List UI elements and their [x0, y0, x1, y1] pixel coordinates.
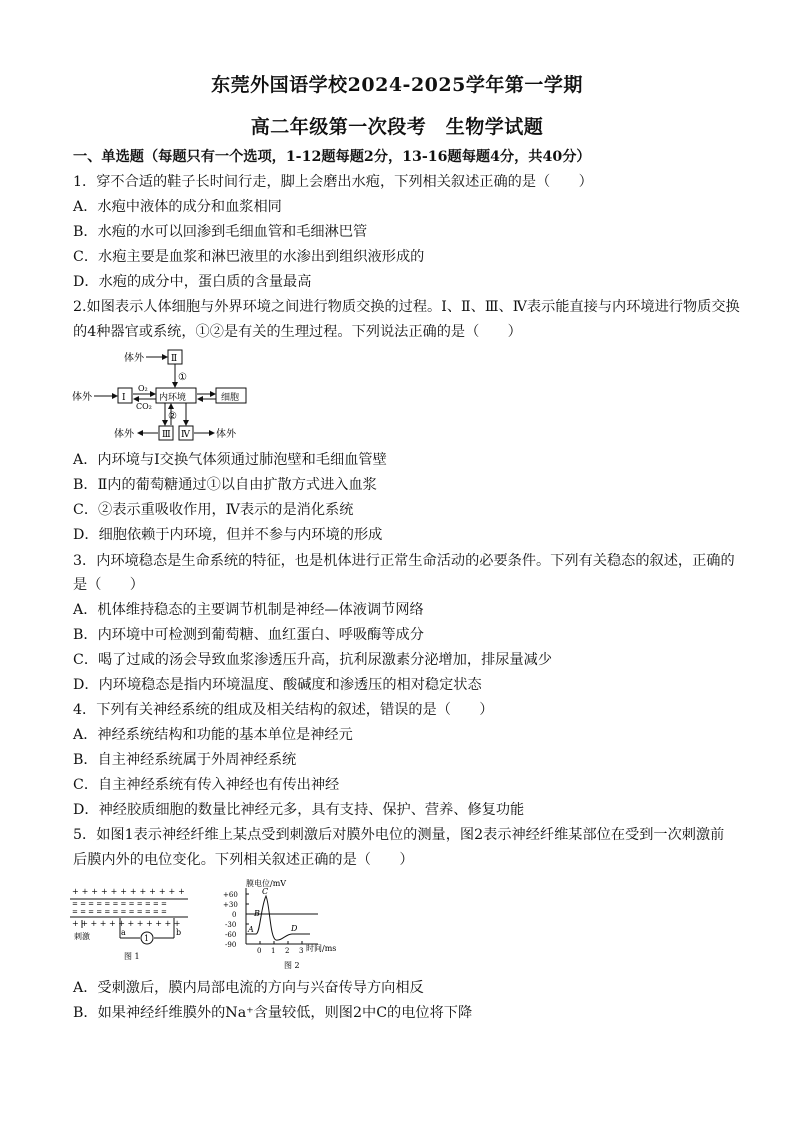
exam-subtitle: 高二年级第一次段考 生物学试题: [250, 116, 544, 138]
question-4-option-a: A．神经系统结构和功能的基本单位是神经元: [73, 727, 353, 743]
plus-row-top: + + + + + + + + + + + +: [72, 887, 186, 896]
question-4-option-d: D．神经胶质细胞的数量比神经元多，具有支持、保护、营养、修复功能: [73, 802, 525, 818]
question-2-stem-line1: 2.如图表示人体细胞与外界环境之间进行物质交换的过程。Ⅰ、Ⅱ、Ⅲ、Ⅳ表示能直接与内环境进行物质交换: [73, 299, 740, 315]
co2-label: CO₂: [136, 402, 152, 411]
internal-environment-label: 内环境: [159, 393, 187, 403]
xtick-0: 0: [257, 947, 262, 955]
exchange-diagram: [70, 345, 260, 445]
question-4-option-b: B．自主神经系统属于外周神经系统: [73, 752, 297, 768]
question-4-stem: 4．下列有关神经系统的组成及相关结构的叙述，错误的是（ ）: [73, 702, 494, 718]
question-5-option-b: B．如果神经纤维膜外的Na⁺含量较低，则图2中C的电位将下降: [73, 1005, 473, 1021]
question-1-option-b: B．水疱的水可以回渗到毛细血管和毛细淋巴管: [73, 224, 368, 240]
question-1-option-a: A．水疱中液体的成分和血浆相同: [73, 199, 282, 215]
cell-label: 细胞: [221, 393, 240, 403]
question-3-option-a: A．机体维持稳态的主要调节机制是神经—体液调节网络: [73, 602, 424, 618]
ytick-m30: -30: [225, 921, 237, 929]
question-3-stem-line1: 3．内环境稳态是生命系统的特征，也是机体进行正常生命活动的必要条件。下列有关稳态的叙述，正确的: [73, 553, 735, 569]
xtick-3: 3: [299, 947, 304, 955]
figure-2-caption: 图 2: [284, 961, 300, 970]
point-b-label: b: [176, 928, 182, 937]
question-1-stem: 1．穿不合适的鞋子长时间行走，脚上会磨出水疱，下列相关叙述正确的是（ ）: [73, 174, 593, 190]
question-3-option-d: D．内环境稳态是指内环境温度、酸碱度和渗透压的相对稳定状态: [73, 677, 482, 693]
point-c-mark: C: [262, 887, 269, 896]
o2-label: O₂: [138, 384, 148, 393]
question-1-option-c: C．水疱主要是血浆和淋巴液里的水渗出到组织液形成的: [73, 249, 425, 265]
outside-label-bottom-left: 体外: [114, 429, 134, 440]
ytick-p30: +30: [223, 901, 238, 909]
figure-2-potential-graph: [220, 876, 350, 972]
section-heading: 一、单选题（每题只有一个选项，1-12题每题2分，13-16题每题4分，共40分）: [73, 149, 591, 165]
question-2-option-b: B．Ⅱ内的葡萄糖通过①以自由扩散方式进入血浆: [73, 477, 377, 493]
stimulus-label: 刺激: [74, 932, 90, 941]
point-a-label: a: [121, 928, 126, 937]
xtick-2: 2: [285, 947, 290, 955]
question-3-stem-line2: 是（ ）: [73, 577, 144, 593]
organ-box-iii-label: Ⅲ: [162, 430, 171, 440]
figure-1-nerve-fiber: [70, 882, 190, 962]
xtick-1: 1: [271, 947, 276, 955]
question-3-option-b: B．内环境中可检测到葡萄糖、血红蛋白、呼吸酶等成分: [73, 627, 424, 643]
question-2-option-a: A．内环境与Ⅰ交换气体须通过肺泡壁和毛细血管壁: [73, 452, 387, 468]
question-4-option-c: C．自主神经系统有传入神经也有传出神经: [73, 777, 340, 793]
question-5-stem-line1: 5．如图1表示神经纤维上某点受到刺激后对膜外电位的测量，图2表示神经纤维某部位在受到一次刺激前: [73, 827, 725, 843]
figure-2-xlabel: 时间/ms: [306, 944, 337, 953]
question-2-stem-line2: 的4种器官或系统，①②是有关的生理过程。下列说法正确的是（ ）: [73, 324, 522, 340]
minus-row-top: = = = = = = = = = = = =: [72, 900, 167, 908]
question-5-option-a: A．受刺激后，膜内局部电流的方向与兴奋传导方向相反: [73, 980, 424, 996]
organ-box-i-label: Ⅰ: [122, 393, 126, 403]
ytick-m60: -60: [225, 931, 237, 939]
exam-title: 东莞外国语学校2024-2025学年第一学期: [211, 74, 583, 96]
outside-label-top: 体外: [124, 353, 144, 364]
ytick-m90: -90: [225, 941, 237, 949]
point-a-mark: A: [248, 925, 254, 934]
minus-row-bottom: = = = = = = = = = = = =: [72, 908, 167, 916]
question-2-option-d: D．细胞依赖于内环境，但并不参与内环境的形成: [73, 527, 383, 543]
process-1-label: ①: [178, 372, 187, 383]
process-2-label: ②: [168, 411, 177, 422]
question-2-option-c: C．②表示重吸收作用，Ⅳ表示的是消化系统: [73, 502, 354, 518]
organ-box-iv-label: Ⅳ: [181, 430, 190, 440]
point-d-mark: D: [291, 924, 298, 933]
organ-box-ii-label: Ⅱ: [171, 354, 178, 364]
outside-label-left: 体外: [72, 392, 92, 403]
voltmeter-label: 1: [144, 934, 150, 943]
question-1-option-d: D．水疱的成分中，蛋白质的含量最高: [73, 274, 312, 290]
figure-1-caption: 图 1: [124, 952, 140, 961]
question-3-option-c: C．喝了过咸的汤会导致血浆渗透压升高，抗利尿激素分泌增加，排尿量减少: [73, 652, 553, 668]
outside-label-bottom-right: 体外: [216, 429, 236, 440]
point-b-mark: B: [254, 909, 260, 918]
plus-row-bottom: + + + + + + + + + + + +: [72, 919, 181, 928]
question-5-stem-line2: 后膜内外的电位变化。下列相关叙述正确的是（ ）: [73, 852, 414, 868]
figure-2-ylabel: 膜电位/mV: [246, 879, 287, 888]
ytick-p60: +60: [223, 891, 238, 899]
ytick-0: 0: [232, 911, 237, 919]
potential-curve: [248, 896, 310, 940]
